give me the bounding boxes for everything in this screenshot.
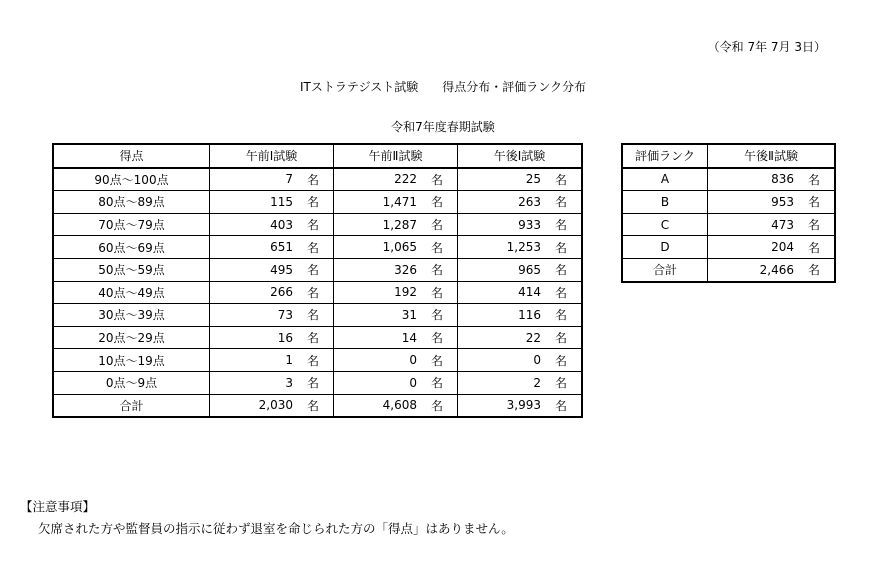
- count-value: 0: [409, 353, 417, 368]
- unit-label: 名: [807, 172, 820, 187]
- table-row: [53, 326, 582, 349]
- unit-label: 名: [554, 263, 567, 278]
- count-value: 0: [533, 353, 541, 368]
- am1-count-cell: [210, 371, 334, 394]
- score-range: 70点～79点: [53, 213, 210, 236]
- rank-distribution-table: [621, 143, 836, 283]
- unit-label: 名: [306, 263, 319, 278]
- am2-count-cell: [334, 236, 458, 259]
- count-value: 495: [270, 262, 293, 277]
- table-row: [53, 236, 582, 259]
- table-row: [622, 213, 835, 236]
- score-range: 10点～19点: [53, 349, 210, 372]
- count-value: 73: [277, 307, 293, 322]
- am1-count-cell: [210, 236, 334, 259]
- unit-label: 名: [306, 376, 319, 391]
- count-value: 2,030: [258, 398, 293, 413]
- total-row: [622, 258, 835, 281]
- am2-count-cell: [334, 304, 458, 327]
- header-rank: 評価ランク: [622, 144, 708, 168]
- unit-label: 名: [554, 398, 567, 413]
- count-value: 651: [270, 240, 293, 255]
- count-value: 1,065: [382, 240, 417, 255]
- count-value: 3,993: [506, 398, 541, 413]
- count-value: 3: [285, 375, 293, 390]
- score-range: 30点～39点: [53, 304, 210, 327]
- am2-count-cell: [334, 191, 458, 214]
- rank-label: D: [622, 236, 708, 259]
- unit-label: 名: [807, 218, 820, 233]
- table-header-row: [622, 144, 835, 168]
- score-range: 合計: [53, 394, 210, 417]
- count-value: 115: [270, 194, 293, 209]
- score-distribution-table: [52, 143, 583, 418]
- header-pm2: 午後Ⅱ試験: [708, 144, 836, 168]
- unit-label: 名: [430, 376, 443, 391]
- count-value: 965: [518, 262, 541, 277]
- unit-label: 名: [430, 172, 443, 187]
- unit-label: 名: [430, 263, 443, 278]
- notes-body: 欠席された方や監督員の指示に従わず退室を命じられた方の「得点」はありません。: [38, 521, 514, 536]
- rank-label: A: [622, 168, 708, 191]
- unit-label: 名: [306, 398, 319, 413]
- header-pm1: 午後Ⅰ試験: [458, 144, 583, 168]
- pm1-count-cell: [458, 191, 583, 214]
- unit-label: 名: [554, 331, 567, 346]
- count-value: 266: [270, 285, 293, 300]
- pm2-count-cell: [708, 236, 836, 259]
- am1-count-cell: [210, 304, 334, 327]
- unit-label: 名: [306, 172, 319, 187]
- am2-count-cell: [334, 326, 458, 349]
- unit-label: 名: [554, 376, 567, 391]
- page-title: ITストラテジスト試験 得点分布・評価ランク分布: [299, 80, 587, 94]
- count-value: 0: [409, 375, 417, 390]
- pm1-count-cell: [458, 236, 583, 259]
- table-row: [53, 304, 582, 327]
- unit-label: 名: [430, 331, 443, 346]
- score-range: 50点～59点: [53, 258, 210, 281]
- count-value: 326: [394, 262, 417, 277]
- count-value: 14: [401, 330, 417, 345]
- unit-label: 名: [807, 240, 820, 255]
- unit-label: 名: [306, 285, 319, 300]
- total-row: [53, 394, 582, 417]
- am2-count-cell: [334, 394, 458, 417]
- count-value: 414: [518, 285, 541, 300]
- unit-label: 名: [430, 218, 443, 233]
- count-value: 263: [518, 194, 541, 209]
- unit-label: 名: [554, 172, 567, 187]
- count-value: 1,253: [506, 240, 541, 255]
- unit-label: 名: [306, 331, 319, 346]
- pm1-count-cell: [458, 326, 583, 349]
- page-subtitle: 令和7年度春期試験: [391, 120, 495, 134]
- count-value: 25: [525, 172, 541, 187]
- notes-heading: 【注意事項】: [20, 499, 96, 514]
- am2-count-cell: [334, 281, 458, 304]
- pm1-count-cell: [458, 371, 583, 394]
- pm1-count-cell: [458, 213, 583, 236]
- unit-label: 名: [554, 218, 567, 233]
- count-value: 204: [771, 240, 794, 255]
- am2-count-cell: [334, 258, 458, 281]
- pm1-count-cell: [458, 394, 583, 417]
- count-value: 1,471: [382, 194, 417, 209]
- unit-label: 名: [430, 398, 443, 413]
- unit-label: 名: [430, 353, 443, 368]
- unit-label: 名: [306, 353, 319, 368]
- unit-label: 名: [807, 263, 820, 278]
- am2-count-cell: [334, 168, 458, 191]
- table-row: [622, 236, 835, 259]
- table-row: [53, 258, 582, 281]
- table-row: [53, 349, 582, 372]
- count-value: 4,608: [382, 398, 417, 413]
- count-value: 953: [771, 194, 794, 209]
- pm1-count-cell: [458, 168, 583, 191]
- count-value: 933: [518, 217, 541, 232]
- rank-label: B: [622, 191, 708, 214]
- pm1-count-cell: [458, 258, 583, 281]
- unit-label: 名: [807, 195, 820, 210]
- pm2-count-cell: [708, 191, 836, 214]
- count-value: 192: [394, 285, 417, 300]
- score-range: 0点～9点: [53, 371, 210, 394]
- unit-label: 名: [306, 195, 319, 210]
- unit-label: 名: [306, 218, 319, 233]
- score-range: 20点～29点: [53, 326, 210, 349]
- count-value: 7: [285, 172, 293, 187]
- table-row: [622, 191, 835, 214]
- count-value: 1: [285, 353, 293, 368]
- count-value: 116: [518, 307, 541, 322]
- count-value: 473: [771, 217, 794, 232]
- am1-count-cell: [210, 168, 334, 191]
- am1-count-cell: [210, 394, 334, 417]
- unit-label: 名: [430, 195, 443, 210]
- pm2-count-cell: [708, 258, 836, 281]
- table-row: [53, 213, 582, 236]
- count-value: 1,287: [382, 217, 417, 232]
- pm2-count-cell: [708, 213, 836, 236]
- unit-label: 名: [554, 195, 567, 210]
- count-value: 403: [270, 217, 293, 232]
- table-row: [622, 168, 835, 191]
- count-value: 16: [277, 330, 293, 345]
- am1-count-cell: [210, 281, 334, 304]
- score-range: 90点～100点: [53, 168, 210, 191]
- header-am1: 午前Ⅰ試験: [210, 144, 334, 168]
- unit-label: 名: [554, 240, 567, 255]
- score-range: 80点～89点: [53, 191, 210, 214]
- report-date: （令和 7年 7月 3日）: [707, 40, 826, 54]
- header-am2: 午前Ⅱ試験: [334, 144, 458, 168]
- unit-label: 名: [554, 308, 567, 323]
- count-value: 22: [525, 330, 541, 345]
- rank-label: C: [622, 213, 708, 236]
- count-value: 2: [533, 375, 541, 390]
- table-row: [53, 191, 582, 214]
- header-score: 得点: [53, 144, 210, 168]
- pm1-count-cell: [458, 281, 583, 304]
- table-row: [53, 371, 582, 394]
- unit-label: 名: [306, 308, 319, 323]
- count-value: 2,466: [759, 262, 794, 277]
- score-range: 40点～49点: [53, 281, 210, 304]
- count-value: 222: [394, 172, 417, 187]
- am2-count-cell: [334, 349, 458, 372]
- table-header-row: [53, 144, 582, 168]
- pm1-count-cell: [458, 349, 583, 372]
- am1-count-cell: [210, 213, 334, 236]
- unit-label: 名: [430, 285, 443, 300]
- unit-label: 名: [306, 240, 319, 255]
- am1-count-cell: [210, 349, 334, 372]
- pm1-count-cell: [458, 304, 583, 327]
- count-value: 836: [771, 172, 794, 187]
- score-range: 60点～69点: [53, 236, 210, 259]
- am2-count-cell: [334, 371, 458, 394]
- unit-label: 名: [430, 240, 443, 255]
- rank-label: 合計: [622, 258, 708, 281]
- am1-count-cell: [210, 326, 334, 349]
- am1-count-cell: [210, 258, 334, 281]
- am1-count-cell: [210, 191, 334, 214]
- pm2-count-cell: [708, 168, 836, 191]
- table-row: [53, 281, 582, 304]
- unit-label: 名: [554, 353, 567, 368]
- notes-section: [20, 496, 514, 540]
- unit-label: 名: [430, 308, 443, 323]
- unit-label: 名: [554, 285, 567, 300]
- count-value: 31: [401, 307, 417, 322]
- am2-count-cell: [334, 213, 458, 236]
- table-row: [53, 168, 582, 191]
